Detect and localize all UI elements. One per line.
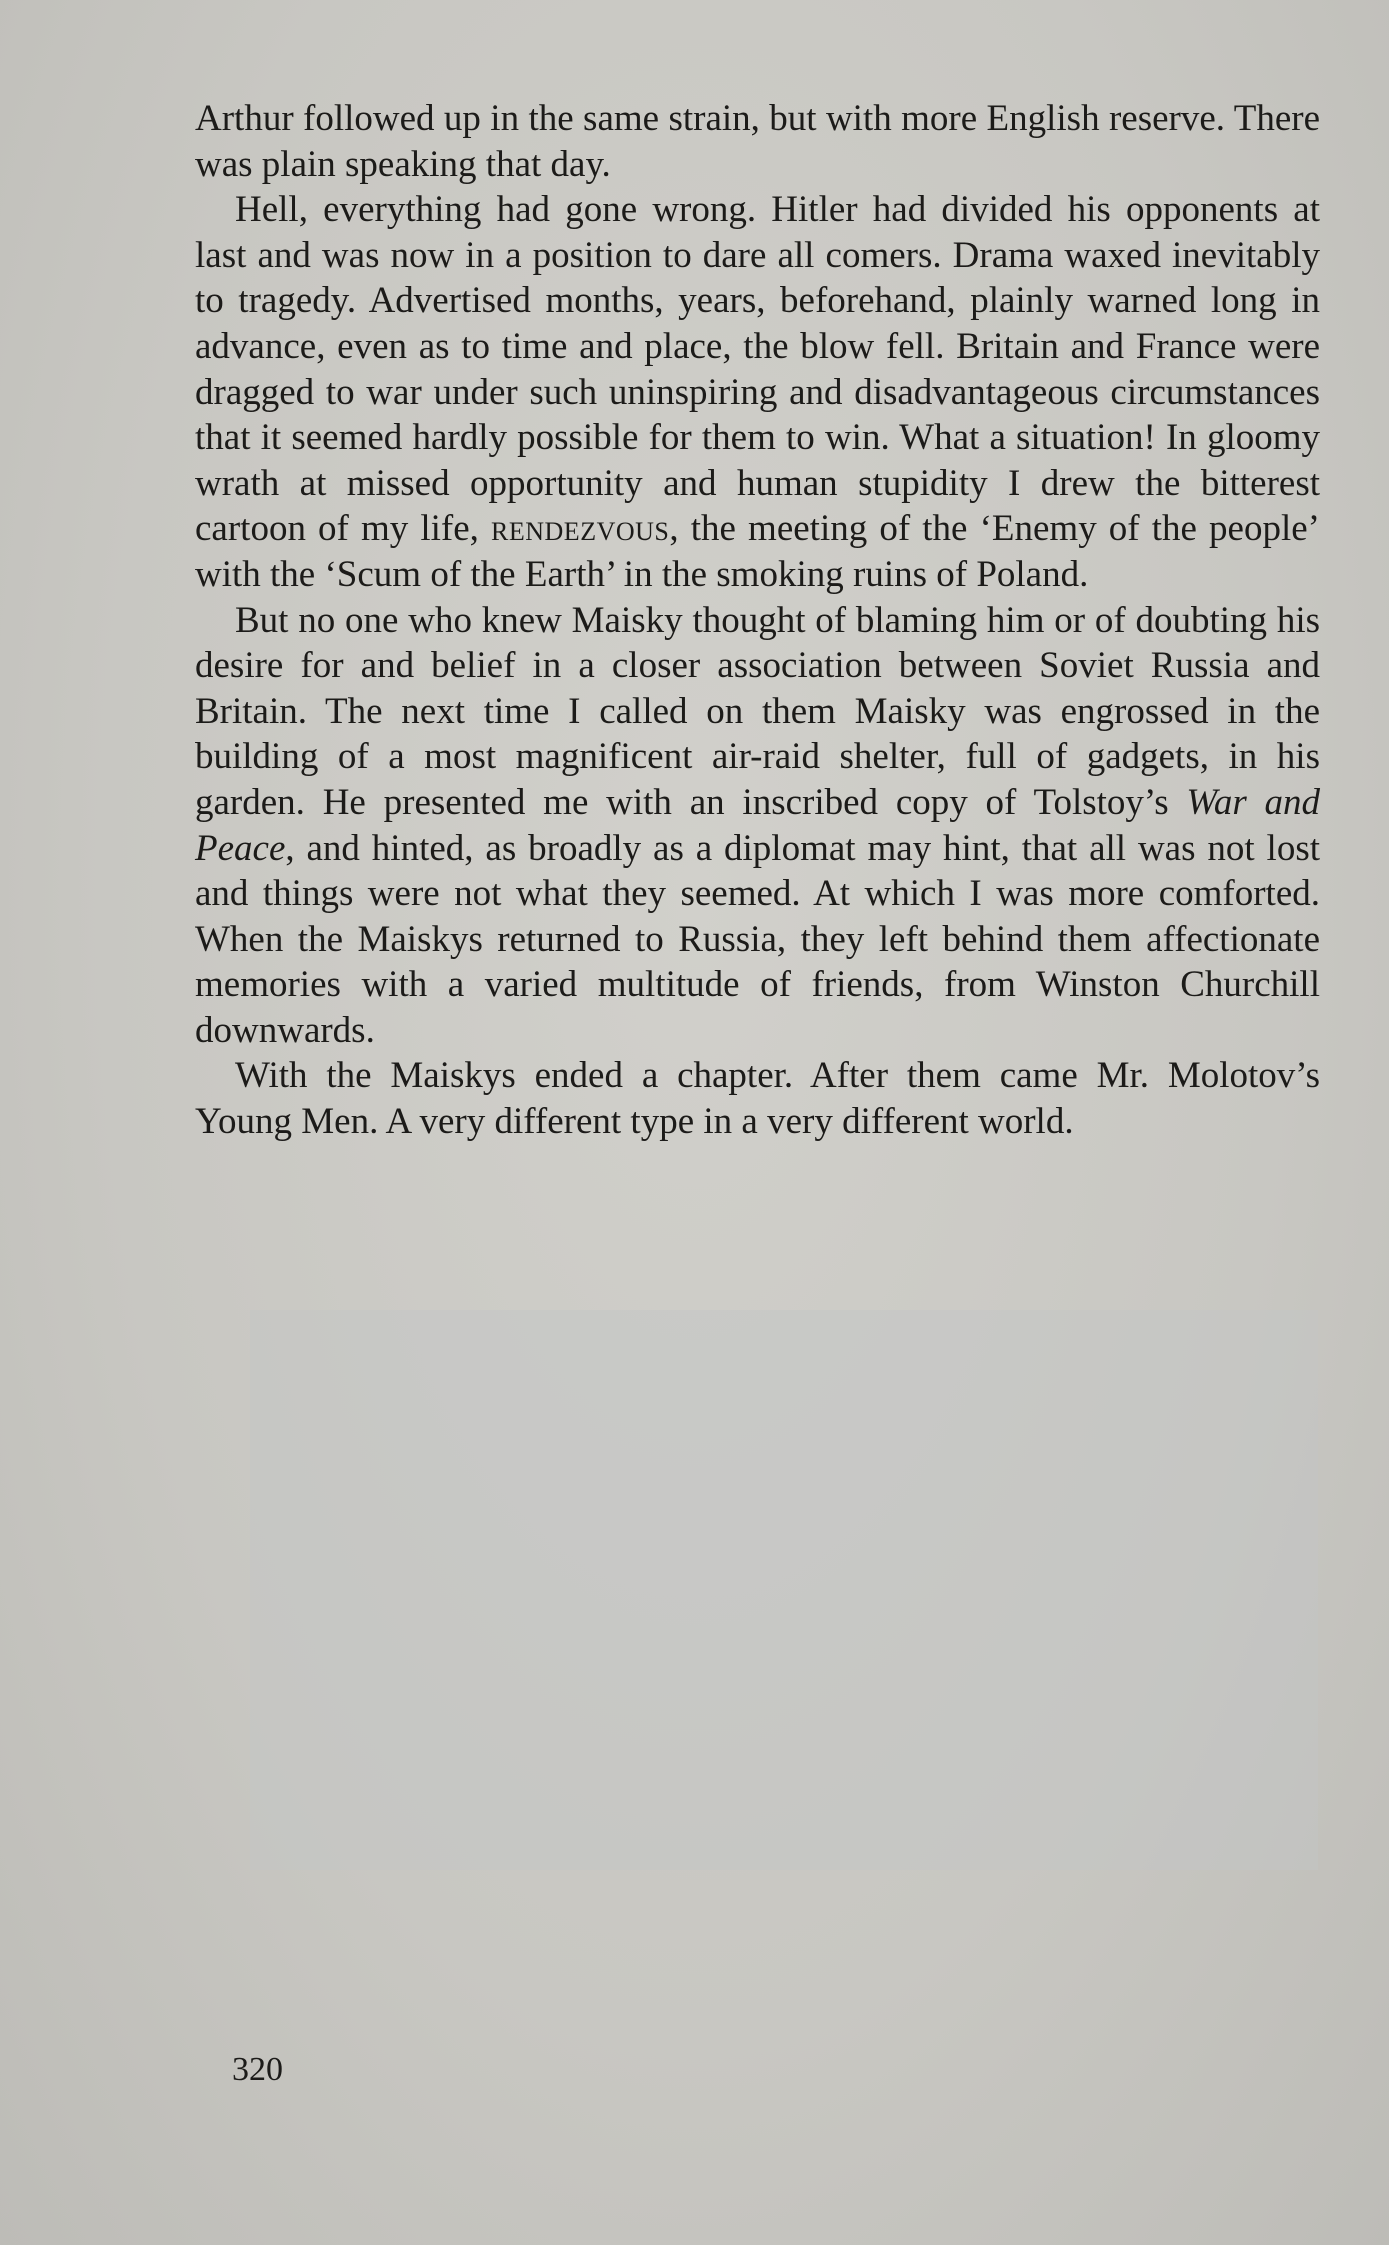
paragraph-3	[195, 598, 1320, 1054]
paragraph-1: Arthur followed up in the same strain, but with more English reserve. There was plain speaking that day.	[195, 98, 1320, 185]
show-through-illustration	[250, 1310, 1318, 1870]
paragraph-3-text-after: , and hinted, as broadly as a diplomat may hint, that all was not lost and things were not what they seemed. At which I was more comforted. When the Maiskys returned to Russia, they left behind them affectionate memories with a varied multitude of friends, from Winston Churchill downwards.	[195, 827, 1320, 1051]
body-text	[195, 96, 1320, 1145]
cartoon-title-rendezvous: rendezvous	[491, 508, 670, 550]
paragraph-2	[195, 187, 1320, 597]
book-title-war-and-peace: War and Peace	[195, 781, 1320, 869]
paragraph-3-text-before: But no one who knew Maisky thought of blaming him or of doubting his desire for and belief in a closer association between Soviet Russia and Britain. The next time I called on them Maisky was engrossed in the building of a most magnificent air-raid shelter, full of gadgets, in his garden. He presented me with an inscribed copy of Tolstoy’s	[195, 599, 1320, 823]
page-number: 320	[232, 2051, 283, 2088]
paragraph-2-text-before: Hell, everything had gone wrong. Hitler had divided his opponents at last and was now in a position to dare all comers. Drama waxed inevitably to tragedy. Advertised months, years, beforehand, plainly warned long in advance, even as to time and place, the blow fell. Britain and France were dragged to war under such uninspiring and disadvantageous circumstances that it seemed hardly possible for them to win. What a situation! In gloomy wrath at missed opportunity and human stupidity I drew the bitterest cartoon of my life,	[195, 189, 1320, 550]
paragraph-4: With the Maiskys ended a chapter. After them came Mr. Molotov’s Young Men. A very different type in a very different world.	[195, 1055, 1320, 1143]
paragraph-2-text-after: , the meeting of the ‘Enemy of the people’ with the ‘Scum of the Earth’ in the smoking ruins of Poland.	[195, 508, 1320, 595]
